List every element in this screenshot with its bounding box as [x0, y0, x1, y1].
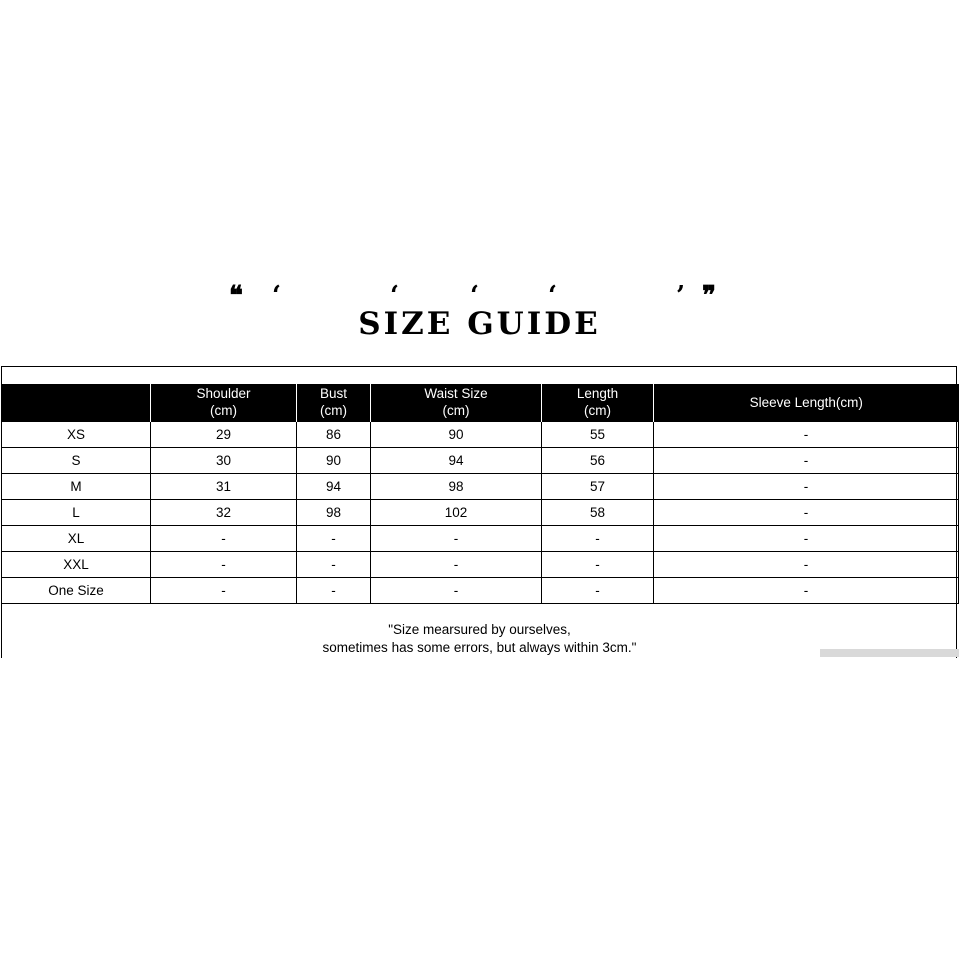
cell-size: L: [2, 499, 151, 525]
header-length: Length (cm): [542, 384, 654, 421]
cell-sleeve: -: [654, 473, 959, 499]
cell-size: XS: [2, 421, 151, 447]
header-sleeve-length: Sleeve Length(cm): [654, 384, 959, 421]
ornament-mark-icon: ’: [676, 283, 686, 309]
cell-length: 57: [542, 473, 654, 499]
cell-sleeve: -: [654, 551, 959, 577]
table-row: [2, 525, 959, 551]
cell-length: -: [542, 551, 654, 577]
cell-shoulder: 29: [151, 421, 297, 447]
cell-size: M: [2, 473, 151, 499]
cell-length: 55: [542, 421, 654, 447]
cell-shoulder: -: [151, 525, 297, 551]
cell-size: XL: [2, 525, 151, 551]
cell-waist: 94: [371, 447, 542, 473]
table-row: [2, 551, 959, 577]
gray-scroll-strip: [820, 649, 959, 657]
cell-bust: 86: [297, 421, 371, 447]
cell-shoulder: 31: [151, 473, 297, 499]
cell-bust: -: [297, 577, 371, 603]
header-bust: Bust (cm): [297, 384, 371, 421]
cell-waist: 98: [371, 473, 542, 499]
cell-bust: -: [297, 551, 371, 577]
ornament-left-icon: ❝: [229, 283, 243, 309]
ornament-mark-icon: ‘: [390, 283, 400, 309]
cell-sleeve: -: [654, 499, 959, 525]
cell-shoulder: 30: [151, 447, 297, 473]
cell-size: XXL: [2, 551, 151, 577]
cell-length: -: [542, 525, 654, 551]
table-row: [2, 447, 959, 473]
note-line-2: sometimes has some errors, but always within 3cm.": [322, 640, 637, 655]
cell-bust: 90: [297, 447, 371, 473]
header-size: [2, 384, 151, 421]
cell-length: -: [542, 577, 654, 603]
table-row: [2, 473, 959, 499]
note-line-1: "Size mearsured by ourselves,: [388, 622, 571, 637]
table-row: [2, 421, 959, 447]
cell-size: S: [2, 447, 151, 473]
cell-size: One Size: [2, 577, 151, 603]
cell-bust: -: [297, 525, 371, 551]
cell-sleeve: -: [654, 421, 959, 447]
cell-shoulder: -: [151, 577, 297, 603]
measurement-note: [0, 621, 959, 657]
ornament-mark-icon: ‘: [548, 283, 558, 309]
header-row: [2, 384, 959, 421]
cell-length: 58: [542, 499, 654, 525]
cell-sleeve: -: [654, 577, 959, 603]
cell-waist: -: [371, 525, 542, 551]
ornament-right-icon: ❞: [702, 283, 716, 309]
cell-bust: 94: [297, 473, 371, 499]
cell-waist: -: [371, 551, 542, 577]
cell-waist: 90: [371, 421, 542, 447]
ornament-mark-icon: ‘: [470, 283, 480, 309]
cell-bust: 98: [297, 499, 371, 525]
ornament-mark-icon: ‘: [272, 283, 282, 309]
cell-sleeve: -: [654, 447, 959, 473]
cell-sleeve: -: [654, 525, 959, 551]
page-title: SIZE GUIDE: [358, 306, 601, 342]
cell-shoulder: -: [151, 551, 297, 577]
cell-shoulder: 32: [151, 499, 297, 525]
header-shoulder: Shoulder (cm): [151, 384, 297, 421]
size-table: [1, 384, 959, 604]
table-row: [2, 577, 959, 603]
cell-length: 56: [542, 447, 654, 473]
table-row: [2, 499, 959, 525]
cell-waist: 102: [371, 499, 542, 525]
cell-waist: -: [371, 577, 542, 603]
header-waist-size: Waist Size (cm): [371, 384, 542, 421]
